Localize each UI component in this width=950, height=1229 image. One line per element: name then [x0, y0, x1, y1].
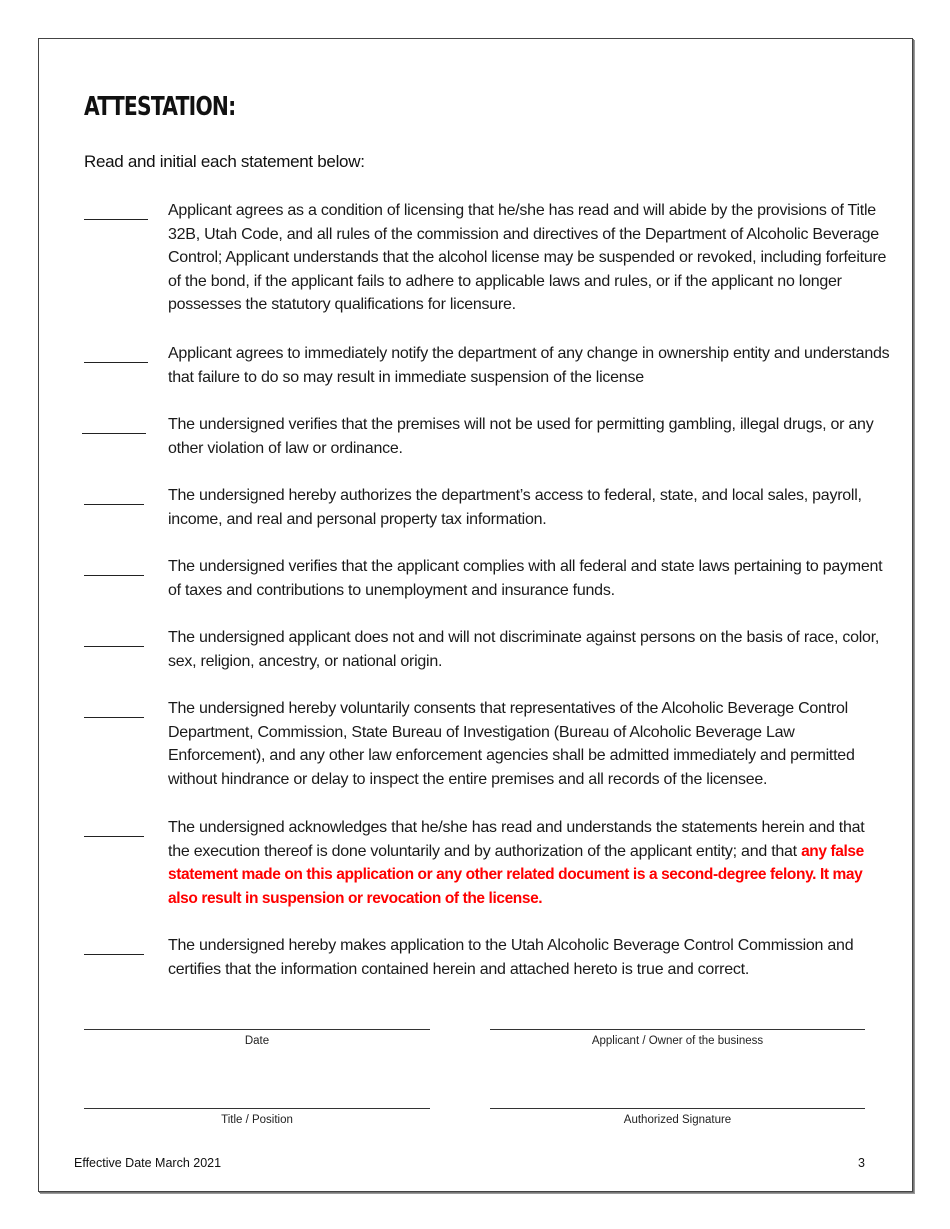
- effective-date: Effective Date March 2021: [74, 1156, 222, 1170]
- authorized-label: Authorized Signature: [623, 1114, 732, 1126]
- initial-field[interactable]: [84, 954, 144, 955]
- initial-field[interactable]: [84, 575, 144, 576]
- initial-field[interactable]: [84, 836, 144, 837]
- authorized-signature-block: [490, 1108, 865, 1126]
- statement-text: Applicant agrees to immediately notify the department of any change in ownership entity and understands that failure to do so may result in immediate suspension of the license: [168, 345, 890, 386]
- initial-field[interactable]: [84, 504, 144, 505]
- statement-body: The undersigned acknowledges that he/she has read and understands the statements herein and that the execution thereof is done voluntarily and by authorization of the applicant entity; and that: [168, 819, 865, 860]
- statement-text: The undersigned hereby makes application to the Utah Alcoholic Beverage Control Commission and certifies that the information contained herein and attached hereto is true and correct.: [168, 937, 854, 978]
- statement-text: [168, 816, 890, 910]
- statement-text: The undersigned applicant does not and will not discriminate against persons on the basis of race, color, sex, religion, ancestry, or national origin.: [168, 629, 880, 670]
- page-number: 3: [858, 1156, 865, 1170]
- initial-field[interactable]: [84, 362, 148, 363]
- date-signature-block: [84, 1029, 430, 1047]
- date-field[interactable]: [84, 1029, 430, 1030]
- initial-field[interactable]: [84, 717, 144, 718]
- statement-text: The undersigned verifies that the applicant complies with all federal and state laws pertaining to payment of taxes and contributions to unemployment and insurance funds.: [168, 558, 883, 599]
- title-label: Title / Position: [221, 1114, 293, 1126]
- initial-field[interactable]: [84, 646, 144, 647]
- title-signature-block: [84, 1108, 430, 1126]
- title-field[interactable]: [84, 1108, 430, 1109]
- statement-text: Applicant agrees as a condition of licensing that he/she has read and will abide by the provisions of Title 32B, Utah Code, and all rules of the commission and directives of the Department of Alcoholic Beverage Control; Applicant understands that the alcohol license may be suspended or revoked, including forfeiture of the bond, if the applicant fails to adhere to applicable laws and rules, or if the applicant no longer possesses the statutory qualifications for licensure.: [168, 202, 887, 314]
- statement-text: The undersigned hereby authorizes the department’s access to federal, state, and local sales, payroll, income, and real and personal property tax information.: [168, 487, 862, 528]
- authorized-signature-field[interactable]: [490, 1108, 865, 1109]
- owner-label: Applicant / Owner of the business: [591, 1035, 764, 1047]
- instruction-text: Read and initial each statement below:: [84, 152, 365, 171]
- page-title: ATTESTATION:: [84, 92, 236, 122]
- statement-text: The undersigned hereby voluntarily consents that representatives of the Alcoholic Beverage Control Department, Commission, State Bureau of Investigation (Bureau of Alcoholic Beverage Law Enforcement), and any other law enforcement agencies shall be admitted immediately and permitted without hindrance or delay to inspect the entire premises and all records of the licensee.: [168, 700, 855, 788]
- owner-signature-block: [490, 1029, 865, 1047]
- date-label: Date: [244, 1035, 270, 1047]
- initial-field[interactable]: [84, 219, 148, 220]
- owner-signature-field[interactable]: [490, 1029, 865, 1030]
- initial-field[interactable]: [82, 433, 146, 434]
- statement-text: The undersigned verifies that the premises will not be used for permitting gambling, illegal drugs, or any other violation of law or ordinance.: [168, 416, 874, 457]
- felony-warning: any false statement made on this application or any other related document is a second-degree felony. It may also result in suspension or revocation of the license.: [168, 842, 864, 907]
